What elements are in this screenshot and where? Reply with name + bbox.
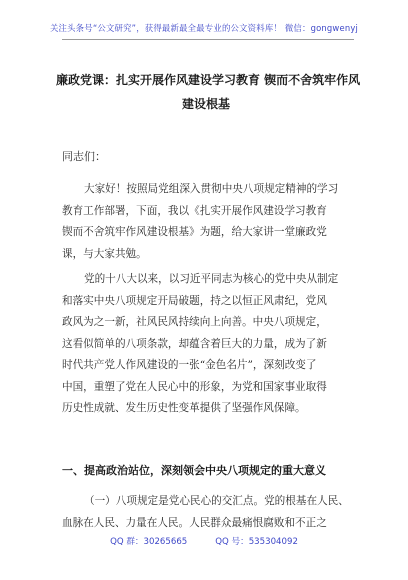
header-divider [62,39,354,40]
paragraph-line: 政风为之一新，社风民风持续向上向善。中央八项规定， [62,316,327,328]
paragraph-section-one [62,491,362,534]
paragraph-line: 时代共产党人作风建设的一张“金色名片”，深刻改变了 [62,359,317,371]
paragraph-line: 大家好！按照局党组深入贯彻中央八项规定精神的学习 [84,183,339,195]
paragraph-line: 教育工作部署，下面，我以《扎实开展作风建设学习教育 [62,204,327,217]
paragraph-line: 党的十八大以来，以习近平同志为核心的党中央从制定 [84,273,339,285]
paragraph-background [62,269,362,420]
section-heading: 一、提高政治站位，深刻领会中央八项规定的重大意义 [62,464,326,477]
header-note: 关注头条号“公文研究”，获得最新最全最专业的公文资料库！ 微信：gongwenyj [49,23,359,33]
title-line: 廉政党课：扎实开展作风建设学习教育 锲而不舍筑牢作风 [56,73,361,87]
salutation: 同志们： [62,150,106,163]
paragraph-line: 锲而不舍筑牢作风建设根基》为题，给大家讲一堂廉政党 [62,226,327,238]
paragraph-line: 血脉在人民、力量在人民。人民群众最痛恨腐败和不正之 [62,516,327,529]
footer-qq-number: QQ 号：535304092 [215,537,298,547]
paragraph-line: （一）八项规定是党心民心的交汇点。党的根基在人民、 [84,495,349,507]
paragraph-line: 这看似简单的八项条款，却蕴含着巨大的力量，成为了新 [62,337,327,350]
document-title [56,68,361,116]
paragraph-intro [62,179,362,265]
paragraph-line: 中国，重塑了党在人民心中的形象，为党和国家事业取得 [62,380,327,393]
paragraph-line: 和落实中央八项规定开局破题，持之以恒正风肃纪，党风 [62,294,327,307]
title-line: 建设根基 [181,97,230,111]
footer-qq-group: QQ 群：30265665 [110,537,188,547]
paragraph-line: 历史性成就、发生历史性变革提供了坚强作风保障。 [62,402,306,414]
footer-contact [0,535,408,547]
paragraph-line: 课，与大家共勉。 [62,247,147,260]
